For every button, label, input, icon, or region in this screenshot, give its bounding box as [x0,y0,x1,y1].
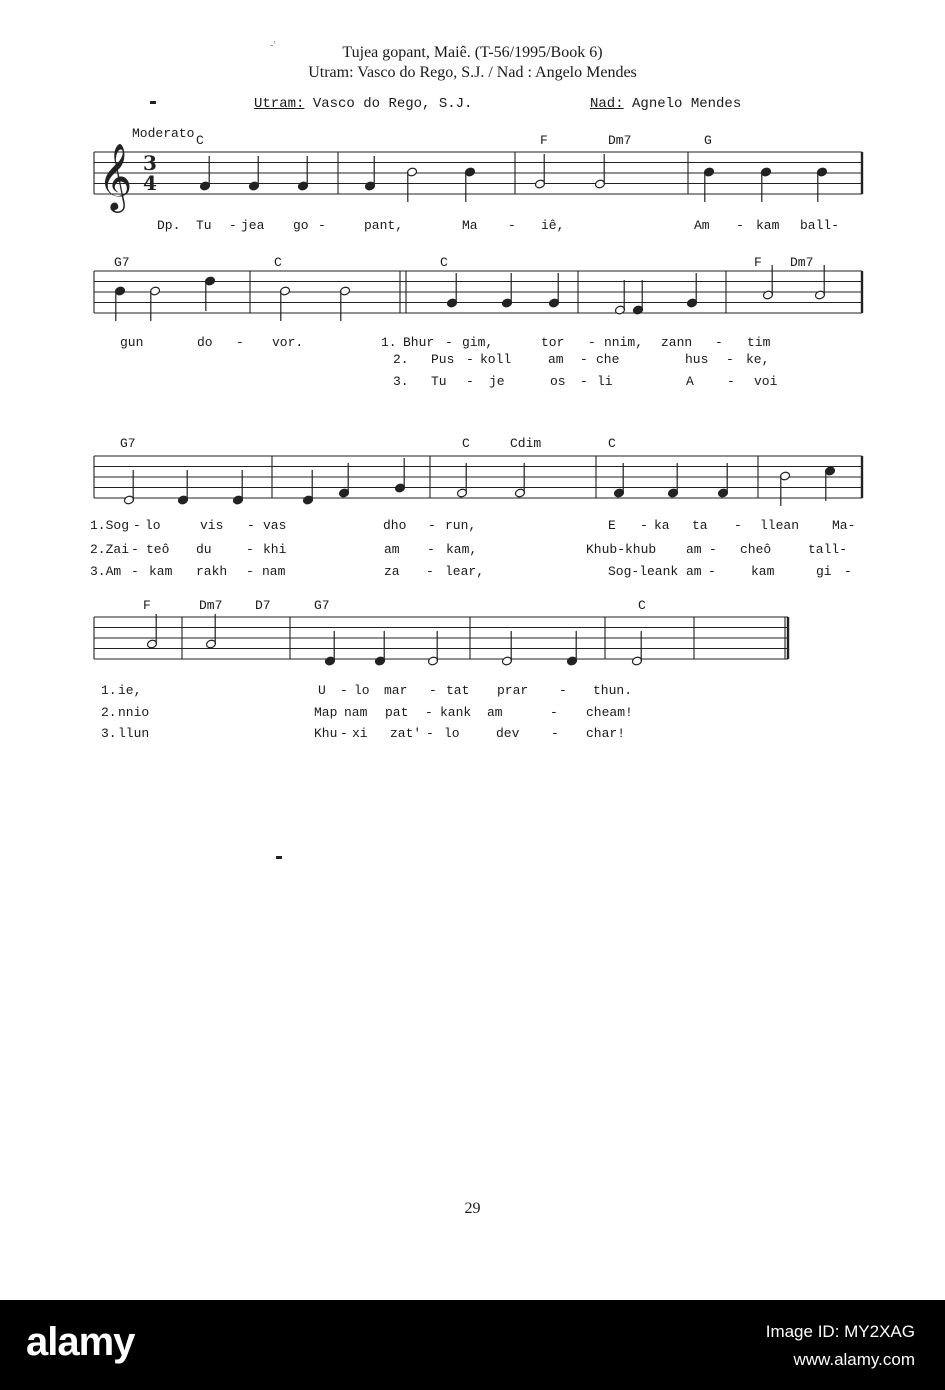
lyric-syllable: 1. [101,683,117,698]
lyric-syllable: - [428,518,436,533]
alamy-logo: alamy [26,1320,135,1364]
nad-name: Agnelo Mendes [632,96,742,112]
lyric-syllable: llun [118,726,150,741]
lyric-syllable: nnim, [604,335,644,350]
lyric-syllable: tall- [808,542,848,557]
lyric-syllable: do [197,335,213,350]
chord-symbol: F [754,255,762,270]
lyric-syllable: koll [480,352,512,367]
song-credits: Utram: Vasco do Rego, S.J. / Nad : Angelo Mendes [308,64,637,81]
chord-symbol: G7 [120,436,136,451]
lyric-syllable: - [246,542,254,557]
lyric-syllable: am [686,564,702,579]
lyric-syllable: za [384,564,400,579]
lyric-syllable: du [196,542,212,557]
chord-symbol: Dm7 [790,255,814,270]
lyric-syllable: U [318,683,326,698]
lyric-syllable: je [489,374,505,389]
lyric-syllable: - [508,218,516,233]
lyric-syllable: 1.Sog [90,518,130,533]
lyric-syllable: - [466,374,474,389]
lyric-syllable: tat [446,683,470,698]
chord-symbol: F [143,598,151,613]
utram-name: Vasco do Rego, S.J. [312,96,473,112]
lyric-syllable: voi [754,374,778,389]
lyric-syllable: tor [541,335,565,350]
chord-symbol: C [608,436,616,451]
lyric-syllable: char! [586,726,626,741]
lyric-syllable: - [734,518,742,533]
lyric-syllable: mar [384,683,408,698]
site-url: www.alamy.com [793,1350,915,1369]
lyric-syllable: pat [385,705,409,720]
lyric-syllable: - [133,518,141,533]
lyric-syllable: Bhur [403,335,435,350]
lyric-syllable: 3. [393,374,409,389]
lyric-syllable: - [466,352,474,367]
lyric-syllable: A [686,374,694,389]
lyric-syllable: kam, [446,542,478,557]
lyric-syllable: 2. [101,705,117,720]
lyric-syllable: lo [145,518,161,533]
lyric-syllable: zat' [390,726,422,741]
lyric-syllable: go [293,218,309,233]
lyric-syllable: vor. [272,335,304,350]
lyric-syllable: khi [263,542,287,557]
lyric-syllable: pant, [364,218,404,233]
watermark-footer [0,1300,945,1390]
lyric-syllable: am [487,705,503,720]
lyric-syllable: Sog-leank [608,564,679,579]
chord-symbol: Dm7 [199,598,223,613]
lyric-syllable: nam [262,564,286,579]
lyric-syllable: am [384,542,400,557]
lyric-syllable: - [229,218,237,233]
chord-symbol: G [704,133,712,148]
lyric-syllable: llean [760,518,800,533]
lyric-syllable: kam [751,564,775,579]
time-signature-digit: 3 [143,151,157,175]
lyric-syllable: li [597,374,613,389]
chord-symbol: G7 [114,255,130,270]
lyric-syllable: Tu [431,374,447,389]
lyric-syllable: dev [496,726,520,741]
lyric-syllable: - [247,518,255,533]
lyric-syllable: - [426,564,434,579]
chord-symbol: C [196,133,204,148]
lyric-syllable: - [445,335,453,350]
lyric-syllable: Ma- [832,518,856,533]
lyric-syllable: zann [661,335,693,350]
lyric-syllable: am [686,542,702,557]
lyric-syllable: ke, [746,352,770,367]
lyric-syllable: iê, [541,218,565,233]
lyric-syllable: kam [756,218,780,233]
chord-symbol: Dm7 [608,133,632,148]
lyric-syllable: - [726,352,734,367]
lyric-syllable: Khu [314,726,338,741]
chord-symbol: Cdim [510,436,542,451]
lyric-syllable: lo [444,726,460,741]
lyric-syllable: nam [344,705,368,720]
lyric-syllable: - [318,218,326,233]
lyric-syllable: vis [200,518,224,533]
lyric-syllable: prar [497,683,529,698]
lyric-syllable: nnio [118,705,150,720]
lyric-syllable: - [708,564,716,579]
lyric-syllable: 2.Zai [90,542,130,557]
lyric-syllable: - [640,518,648,533]
lyric-syllable: - [427,542,435,557]
lyric-syllable: gi [816,564,832,579]
page-mark: -' [270,40,276,51]
lyric-syllable: Pus [431,352,455,367]
lyric-syllable: teô [146,542,170,557]
lyric-syllable: Map [314,705,338,720]
lyric-syllable: 1. [381,335,397,350]
lyric-syllable: 3.Am [90,564,122,579]
utram-label: Utram: [254,96,305,112]
lyric-syllable: Tu [196,218,212,233]
nad-label: Nad: [590,96,624,112]
chord-symbol: F [540,133,548,148]
lyric-syllable: xi [352,726,368,741]
lyric-syllable: che [596,352,620,367]
lyric-syllable: E [608,518,616,533]
lyric-syllable: thun. [593,683,633,698]
lyric-syllable: Ma [462,218,478,233]
lyric-syllable: lo [354,683,370,698]
lyric-syllable: cheô [740,542,772,557]
lyric-syllable: - [131,564,139,579]
lyric-syllable: rakh [196,564,228,579]
lyric-syllable: tim [747,335,771,350]
lyric-syllable: - [236,335,244,350]
chord-symbol: C [440,255,448,270]
image-id: Image ID: MY2XAG [765,1322,915,1341]
lyric-syllable: - [131,542,139,557]
lyric-syllable: - [425,705,433,720]
lyric-syllable: Dp. [157,218,181,233]
treble-clef-icon: 𝄞 [98,142,133,210]
lyric-syllable: - [551,726,559,741]
lyric-syllable: lear, [445,564,485,579]
page-number: 29 [464,1200,481,1217]
lyric-syllable: kam [149,564,173,579]
lyric-syllable: - [727,374,735,389]
lyric-syllable: 3. [101,726,117,741]
lyric-syllable: - [340,683,348,698]
lyric-syllable: - [588,335,596,350]
chord-symbol: C [274,255,282,270]
lyric-syllable: dho [383,518,407,533]
lyric-syllable: - [736,218,744,233]
lyric-syllable: ie, [118,683,142,698]
lyric-syllable: ball- [800,218,840,233]
lyric-syllable: - [550,705,558,720]
lyric-syllable: cheam! [586,705,633,720]
chord-symbol: C [462,436,470,451]
lyric-syllable: - [715,335,723,350]
chord-symbol: D7 [255,598,271,613]
song-title: Tujea gopant, Maiê. (T-56/1995/Book 6) [342,44,603,61]
lyric-syllable: - [340,726,348,741]
lyric-syllable: - [426,726,434,741]
chord-symbol: G7 [314,598,330,613]
lyric-syllable: - [709,542,717,557]
lyric-syllable: am [548,352,564,367]
lyric-syllable: run, [445,518,477,533]
lyric-syllable: Am [694,218,710,233]
lyric-syllable: ka [654,518,670,533]
lyric-syllable: kank [440,705,472,720]
lyric-syllable: vas [263,518,287,533]
lyric-syllable: gim, [462,335,494,350]
lyric-syllable: gun [120,335,144,350]
lyric-syllable: ta [692,518,708,533]
tempo-marking: Moderato [132,126,195,141]
chord-symbol: C [638,598,646,613]
time-signature-digit: 4 [143,171,157,195]
lyric-syllable: - [580,352,588,367]
lyric-syllable: 2. [393,352,409,367]
lyric-syllable: Khub-khub [586,542,657,557]
lyric-syllable: hus [685,352,709,367]
lyric-syllable: - [246,564,254,579]
lyric-syllable: - [429,683,437,698]
lyric-syllable: os [550,374,566,389]
lyric-syllable: jea [241,218,265,233]
lyric-syllable: - [559,683,567,698]
lyric-syllable: - [844,564,852,579]
lyric-syllable: - [580,374,588,389]
